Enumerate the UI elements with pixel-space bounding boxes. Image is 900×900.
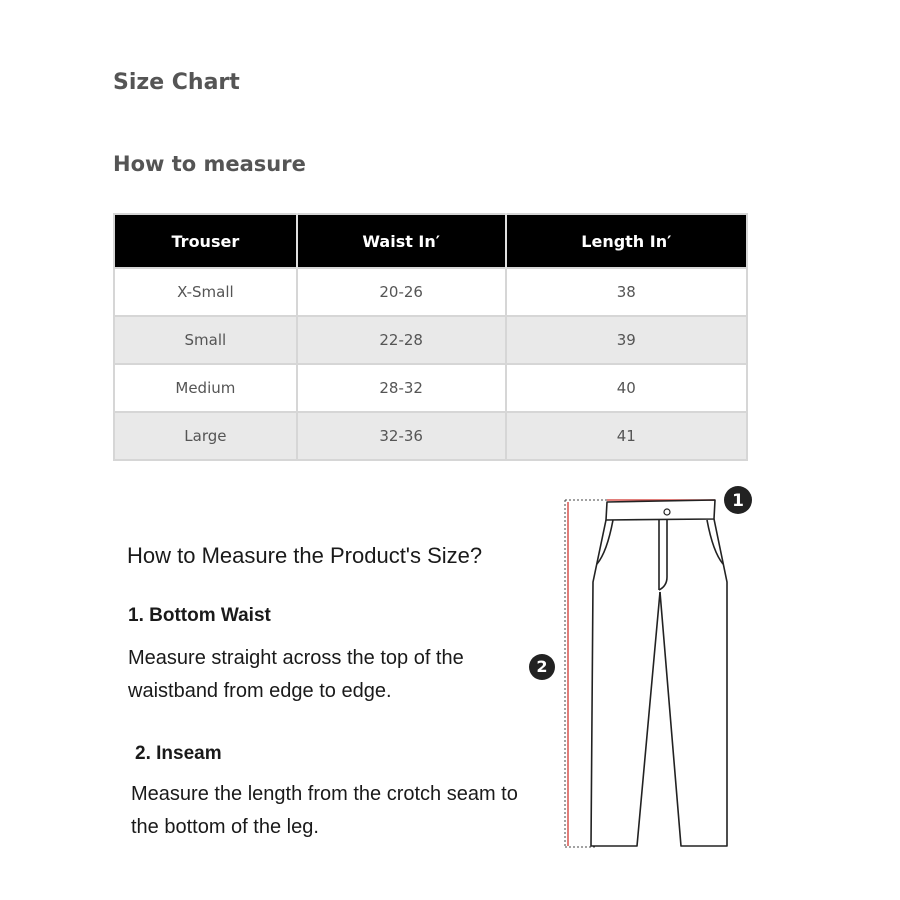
section-subtitle: How to measure	[113, 152, 306, 176]
cell-length: 38	[506, 268, 747, 316]
step-heading-waist: 1. Bottom Waist	[128, 605, 271, 626]
cell-size: Large	[114, 412, 297, 460]
step-text-inseam: Measure the length from the crotch seam to the bottom of the leg.	[131, 783, 518, 838]
cell-size: Medium	[114, 364, 297, 412]
cell-length: 39	[506, 316, 747, 364]
cell-size: X-Small	[114, 268, 297, 316]
button-icon	[664, 509, 670, 515]
table-header-row	[114, 214, 747, 268]
cell-size: Small	[114, 316, 297, 364]
trousers-diagram-icon	[555, 482, 765, 862]
guide-title: How to Measure the Product's Size?	[127, 543, 483, 568]
table-row	[114, 412, 747, 460]
marker-2-badge	[529, 654, 555, 680]
page-title: Size Chart	[113, 70, 240, 95]
cell-waist: 28-32	[297, 364, 506, 412]
svg-text:1: 1	[732, 491, 744, 511]
column-header-trouser: Trouser	[114, 214, 297, 268]
cell-length: 41	[506, 412, 747, 460]
marker-2-label: 2	[536, 657, 548, 676]
cell-length: 40	[506, 364, 747, 412]
trousers-outline	[591, 500, 727, 846]
cell-waist: 20-26	[297, 268, 506, 316]
table-row	[114, 316, 747, 364]
marker-1	[724, 486, 752, 514]
table-row	[114, 364, 747, 412]
cell-waist: 22-28	[297, 316, 506, 364]
step-text-waist: Measure straight across the top of the waistband from edge to edge.	[128, 647, 464, 702]
column-header-waist: Waist In′	[297, 214, 506, 268]
table-row	[114, 268, 747, 316]
size-table	[113, 213, 748, 461]
cell-waist: 32-36	[297, 412, 506, 460]
column-header-length: Length In′	[506, 214, 747, 268]
step-heading-inseam: 2. Inseam	[135, 743, 222, 764]
